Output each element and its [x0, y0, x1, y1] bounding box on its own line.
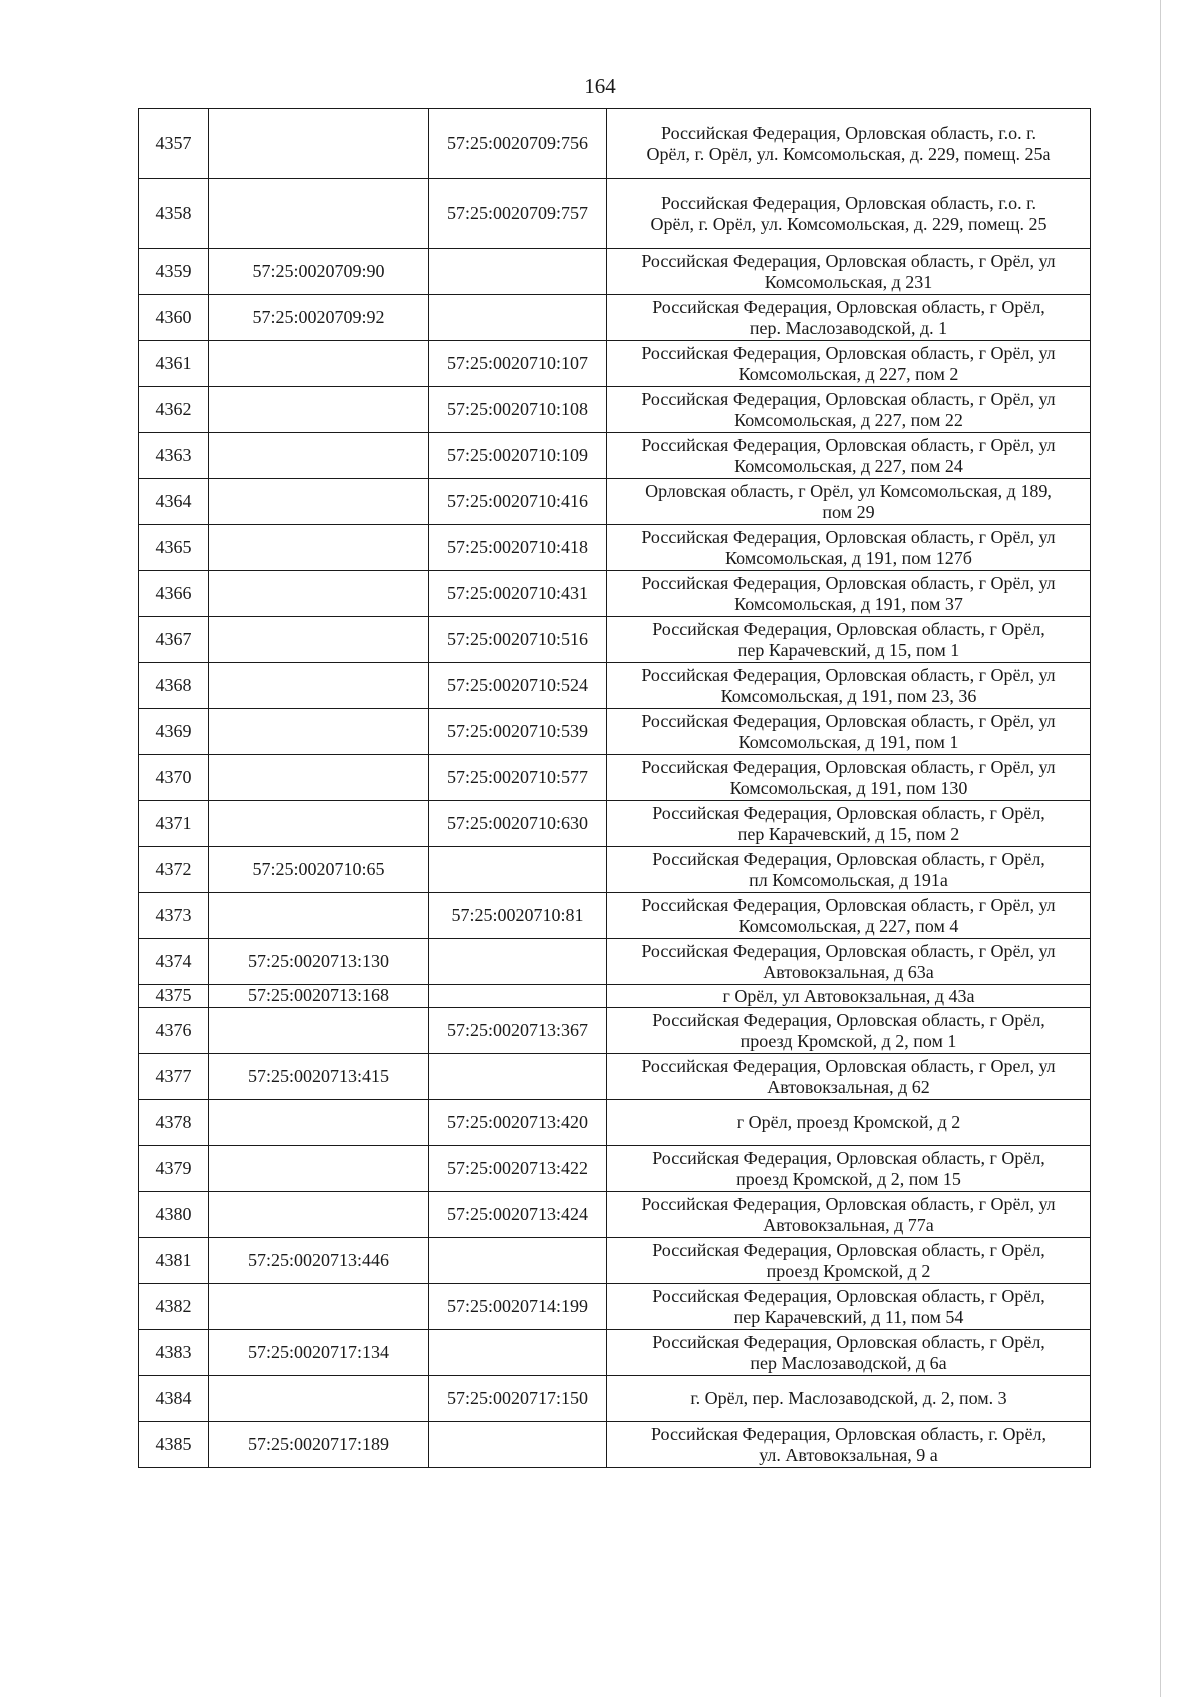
address-line: Российская Федерация, Орловская область, г Орёл, — [652, 1239, 1045, 1260]
address-cell — [607, 1054, 1091, 1100]
row-number-cell: 4364 — [139, 479, 209, 525]
table-row — [139, 387, 1091, 433]
address-cell — [607, 341, 1091, 387]
parcel-number-cell — [209, 1146, 429, 1192]
address-line: Российская Федерация, Орловская область, г Орёл, ул — [641, 664, 1056, 685]
row-number-cell: 4359 — [139, 249, 209, 295]
scan-edge-line — [1160, 0, 1161, 1697]
address-line: Российская Федерация, Орловская область, г Орёл, — [652, 296, 1045, 317]
parcel-number-cell: 57:25:0020709:90 — [209, 249, 429, 295]
row-number-cell: 4385 — [139, 1422, 209, 1468]
table-row — [139, 847, 1091, 893]
table-row — [139, 709, 1091, 755]
building-number-cell: 57:25:0020710:524 — [429, 663, 607, 709]
address-line: Комсомольская, д 227, пом 2 — [738, 363, 959, 384]
row-number-cell: 4360 — [139, 295, 209, 341]
table-row — [139, 341, 1091, 387]
table-row — [139, 1376, 1091, 1422]
address-cell — [607, 1330, 1091, 1376]
table-row — [139, 893, 1091, 939]
row-number-cell: 4383 — [139, 1330, 209, 1376]
row-number-cell: 4376 — [139, 1008, 209, 1054]
row-number-cell: 4369 — [139, 709, 209, 755]
address-cell — [607, 1238, 1091, 1284]
address-line: Комсомольская, д 191, пом 130 — [729, 777, 968, 798]
address-line: ул. Автовокзальная, 9 а — [759, 1444, 938, 1465]
address-line: г Орёл, ул Автовокзальная, д 43а — [722, 985, 975, 1006]
table-row — [139, 1146, 1091, 1192]
parcel-number-cell: 57:25:0020709:92 — [209, 295, 429, 341]
address-line: Российская Федерация, Орловская область, г Орёл, ул — [641, 894, 1056, 915]
address-line: Российская Федерация, Орловская область, г Орёл, ул — [641, 572, 1056, 593]
parcel-number-cell: 57:25:0020710:65 — [209, 847, 429, 893]
table-row — [139, 1330, 1091, 1376]
parcel-number-cell — [209, 1284, 429, 1330]
building-number-cell: 57:25:0020710:516 — [429, 617, 607, 663]
row-number-cell: 4372 — [139, 847, 209, 893]
parcel-number-cell — [209, 433, 429, 479]
building-number-cell: 57:25:0020710:109 — [429, 433, 607, 479]
building-number-cell — [429, 1054, 607, 1100]
table-row — [139, 755, 1091, 801]
address-cell — [607, 1100, 1091, 1146]
address-line: Орловская область, г Орёл, ул Комсомольская, д 189, — [645, 480, 1052, 501]
address-cell — [607, 663, 1091, 709]
cadastral-table — [138, 108, 1091, 1468]
address-cell — [607, 893, 1091, 939]
table-row — [139, 617, 1091, 663]
parcel-number-cell: 57:25:0020717:189 — [209, 1422, 429, 1468]
address-line: Комсомольская, д 191, пом 37 — [734, 593, 963, 614]
parcel-number-cell: 57:25:0020713:168 — [209, 985, 429, 1008]
address-line: Российская Федерация, Орловская область, г Орёл, — [652, 618, 1045, 639]
address-line: Российская Федерация, Орловская область, г Орёл, — [652, 1331, 1045, 1352]
address-cell — [607, 801, 1091, 847]
parcel-number-cell — [209, 341, 429, 387]
parcel-number-cell — [209, 617, 429, 663]
parcel-number-cell — [209, 179, 429, 249]
table-row — [139, 249, 1091, 295]
address-cell — [607, 179, 1091, 249]
address-line: Российская Федерация, Орловская область, г Орел, ул — [641, 1055, 1056, 1076]
address-cell — [607, 387, 1091, 433]
row-number-cell: 4373 — [139, 893, 209, 939]
parcel-number-cell — [209, 525, 429, 571]
table-row — [139, 1422, 1091, 1468]
address-cell — [607, 295, 1091, 341]
parcel-number-cell — [209, 479, 429, 525]
row-number-cell: 4384 — [139, 1376, 209, 1422]
building-number-cell — [429, 1330, 607, 1376]
parcel-number-cell — [209, 387, 429, 433]
parcel-number-cell — [209, 663, 429, 709]
address-cell — [607, 1146, 1091, 1192]
address-line: Российская Федерация, Орловская область, г Орёл, ул — [641, 710, 1056, 731]
address-line: Комсомольская, д 227, пом 22 — [734, 409, 963, 430]
address-cell — [607, 755, 1091, 801]
address-line: Российская Федерация, Орловская область, г Орёл, — [652, 1147, 1045, 1168]
address-cell — [607, 939, 1091, 985]
address-cell — [607, 1422, 1091, 1468]
address-line: пер Маслозаводской, д 6а — [750, 1352, 947, 1373]
address-line: Комсомольская, д 191, пом 127б — [725, 547, 972, 568]
row-number-cell: 4377 — [139, 1054, 209, 1100]
address-line: пер Карачевский, д 11, пом 54 — [733, 1306, 964, 1327]
parcel-number-cell: 57:25:0020713:446 — [209, 1238, 429, 1284]
building-number-cell: 57:25:0020713:422 — [429, 1146, 607, 1192]
row-number-cell: 4366 — [139, 571, 209, 617]
address-line: Российская Федерация, Орловская область, г. Орёл, — [650, 1423, 1047, 1444]
row-number-cell: 4368 — [139, 663, 209, 709]
address-line: Российская Федерация, Орловская область, г Орёл, ул — [641, 342, 1056, 363]
address-line: Российская Федерация, Орловская область, г Орёл, ул — [641, 434, 1056, 455]
address-line: пл Комсомольская, д 191а — [749, 869, 948, 890]
address-line: пер. Маслозаводской, д. 1 — [749, 317, 948, 338]
address-line: пер Карачевский, д 15, пом 1 — [737, 639, 960, 660]
row-number-cell: 4382 — [139, 1284, 209, 1330]
building-number-cell: 57:25:0020710:108 — [429, 387, 607, 433]
building-number-cell: 57:25:0020710:416 — [429, 479, 607, 525]
parcel-number-cell: 57:25:0020717:134 — [209, 1330, 429, 1376]
row-number-cell: 4378 — [139, 1100, 209, 1146]
address-cell — [607, 525, 1091, 571]
address-line: Российская Федерация, Орловская область, г Орёл, ул — [641, 250, 1056, 271]
address-cell — [607, 571, 1091, 617]
parcel-number-cell — [209, 109, 429, 179]
address-cell — [607, 109, 1091, 179]
address-line: Комсомольская, д 191, пом 1 — [738, 731, 959, 752]
table-row — [139, 433, 1091, 479]
building-number-cell — [429, 1422, 607, 1468]
table-row — [139, 1284, 1091, 1330]
building-number-cell: 57:25:0020709:757 — [429, 179, 607, 249]
address-line: Российская Федерация, Орловская область, г Орёл, — [652, 1285, 1045, 1306]
address-line: пер Карачевский, д 15, пом 2 — [737, 823, 960, 844]
building-number-cell: 57:25:0020710:577 — [429, 755, 607, 801]
row-number-cell: 4358 — [139, 179, 209, 249]
parcel-number-cell: 57:25:0020713:415 — [209, 1054, 429, 1100]
address-line: Российская Федерация, Орловская область, г Орёл, — [652, 848, 1045, 869]
row-number-cell: 4361 — [139, 341, 209, 387]
address-line: Комсомольская, д 231 — [764, 271, 933, 292]
address-line: г. Орёл, пер. Маслозаводской, д. 2, пом. 3 — [690, 1388, 1007, 1409]
row-number-cell: 4367 — [139, 617, 209, 663]
address-line: Российская Федерация, Орловская область, г Орёл, — [652, 802, 1045, 823]
row-number-cell: 4357 — [139, 109, 209, 179]
address-cell — [607, 709, 1091, 755]
address-cell — [607, 1284, 1091, 1330]
address-line: проезд Кромской, д 2 — [766, 1260, 931, 1281]
table-row — [139, 295, 1091, 341]
address-line: Российская Федерация, Орловская область, г Орёл, ул — [641, 940, 1056, 961]
table-row — [139, 109, 1091, 179]
address-line: Российская Федерация, Орловская область, г Орёл, — [652, 1009, 1045, 1030]
row-number-cell: 4380 — [139, 1192, 209, 1238]
parcel-number-cell — [209, 1376, 429, 1422]
building-number-cell: 57:25:0020710:81 — [429, 893, 607, 939]
table-row — [139, 525, 1091, 571]
address-cell — [607, 617, 1091, 663]
parcel-number-cell — [209, 801, 429, 847]
address-line: Орёл, г. Орёл, ул. Комсомольская, д. 229, помещ. 25а — [646, 143, 1051, 164]
table-row — [139, 1192, 1091, 1238]
address-cell — [607, 847, 1091, 893]
row-number-cell: 4370 — [139, 755, 209, 801]
parcel-number-cell — [209, 1192, 429, 1238]
address-line: Российская Федерация, Орловская область, г Орёл, ул — [641, 526, 1056, 547]
table-row — [139, 1008, 1091, 1054]
address-cell — [607, 249, 1091, 295]
building-number-cell: 57:25:0020710:630 — [429, 801, 607, 847]
building-number-cell: 57:25:0020717:150 — [429, 1376, 607, 1422]
address-line: пом 29 — [822, 501, 875, 522]
table-row — [139, 479, 1091, 525]
parcel-number-cell: 57:25:0020713:130 — [209, 939, 429, 985]
building-number-cell: 57:25:0020710:107 — [429, 341, 607, 387]
building-number-cell: 57:25:0020710:418 — [429, 525, 607, 571]
parcel-number-cell — [209, 709, 429, 755]
building-number-cell — [429, 847, 607, 893]
table-row — [139, 939, 1091, 985]
row-number-cell: 4362 — [139, 387, 209, 433]
parcel-number-cell — [209, 755, 429, 801]
table-row — [139, 985, 1091, 1008]
table-row — [139, 801, 1091, 847]
row-number-cell: 4374 — [139, 939, 209, 985]
address-line: Российская Федерация, Орловская область, г Орёл, ул — [641, 388, 1056, 409]
address-cell — [607, 433, 1091, 479]
address-line: проезд Кромской, д 2, пом 1 — [740, 1030, 957, 1051]
address-cell — [607, 1376, 1091, 1422]
row-number-cell: 4363 — [139, 433, 209, 479]
table-row — [139, 1238, 1091, 1284]
table-row — [139, 1100, 1091, 1146]
table-row — [139, 179, 1091, 249]
address-line: Орёл, г. Орёл, ул. Комсомольская, д. 229, помещ. 25 — [650, 213, 1047, 234]
building-number-cell — [429, 249, 607, 295]
building-number-cell — [429, 939, 607, 985]
table-row — [139, 663, 1091, 709]
building-number-cell: 57:25:0020710:539 — [429, 709, 607, 755]
cadastral-table-body — [139, 109, 1091, 1468]
address-line: Российская Федерация, Орловская область, г.о. г. — [661, 192, 1036, 213]
address-line: Комсомольская, д 227, пом 24 — [734, 455, 963, 476]
address-line: Российская Федерация, Орловская область, г.о. г. — [661, 122, 1036, 143]
table-row — [139, 571, 1091, 617]
row-number-cell: 4375 — [139, 985, 209, 1008]
address-line: Автовокзальная, д 63а — [763, 961, 934, 982]
parcel-number-cell — [209, 1008, 429, 1054]
address-cell — [607, 1192, 1091, 1238]
building-number-cell: 57:25:0020713:420 — [429, 1100, 607, 1146]
row-number-cell: 4371 — [139, 801, 209, 847]
address-cell — [607, 1008, 1091, 1054]
address-line: г Орёл, проезд Кромской, д 2 — [736, 1112, 961, 1133]
building-number-cell — [429, 1238, 607, 1284]
address-cell — [607, 479, 1091, 525]
parcel-number-cell — [209, 893, 429, 939]
building-number-cell: 57:25:0020714:199 — [429, 1284, 607, 1330]
parcel-number-cell — [209, 1100, 429, 1146]
building-number-cell — [429, 985, 607, 1008]
building-number-cell: 57:25:0020713:424 — [429, 1192, 607, 1238]
address-line: Автовокзальная, д 77а — [763, 1214, 934, 1235]
table-row — [139, 1054, 1091, 1100]
address-line: Автовокзальная, д 62 — [767, 1076, 930, 1097]
row-number-cell: 4379 — [139, 1146, 209, 1192]
page-number: 164 — [584, 74, 616, 98]
parcel-number-cell — [209, 571, 429, 617]
address-line: Российская Федерация, Орловская область, г Орёл, ул — [641, 756, 1056, 777]
address-line: Комсомольская, д 227, пом 4 — [738, 915, 959, 936]
address-line: проезд Кромской, д 2, пом 15 — [736, 1168, 961, 1189]
building-number-cell: 57:25:0020709:756 — [429, 109, 607, 179]
building-number-cell — [429, 295, 607, 341]
row-number-cell: 4365 — [139, 525, 209, 571]
address-line: Российская Федерация, Орловская область, г Орёл, ул — [641, 1193, 1056, 1214]
row-number-cell: 4381 — [139, 1238, 209, 1284]
building-number-cell: 57:25:0020710:431 — [429, 571, 607, 617]
address-line: Комсомольская, д 191, пом 23, 36 — [720, 685, 977, 706]
address-cell — [607, 985, 1091, 1008]
building-number-cell: 57:25:0020713:367 — [429, 1008, 607, 1054]
